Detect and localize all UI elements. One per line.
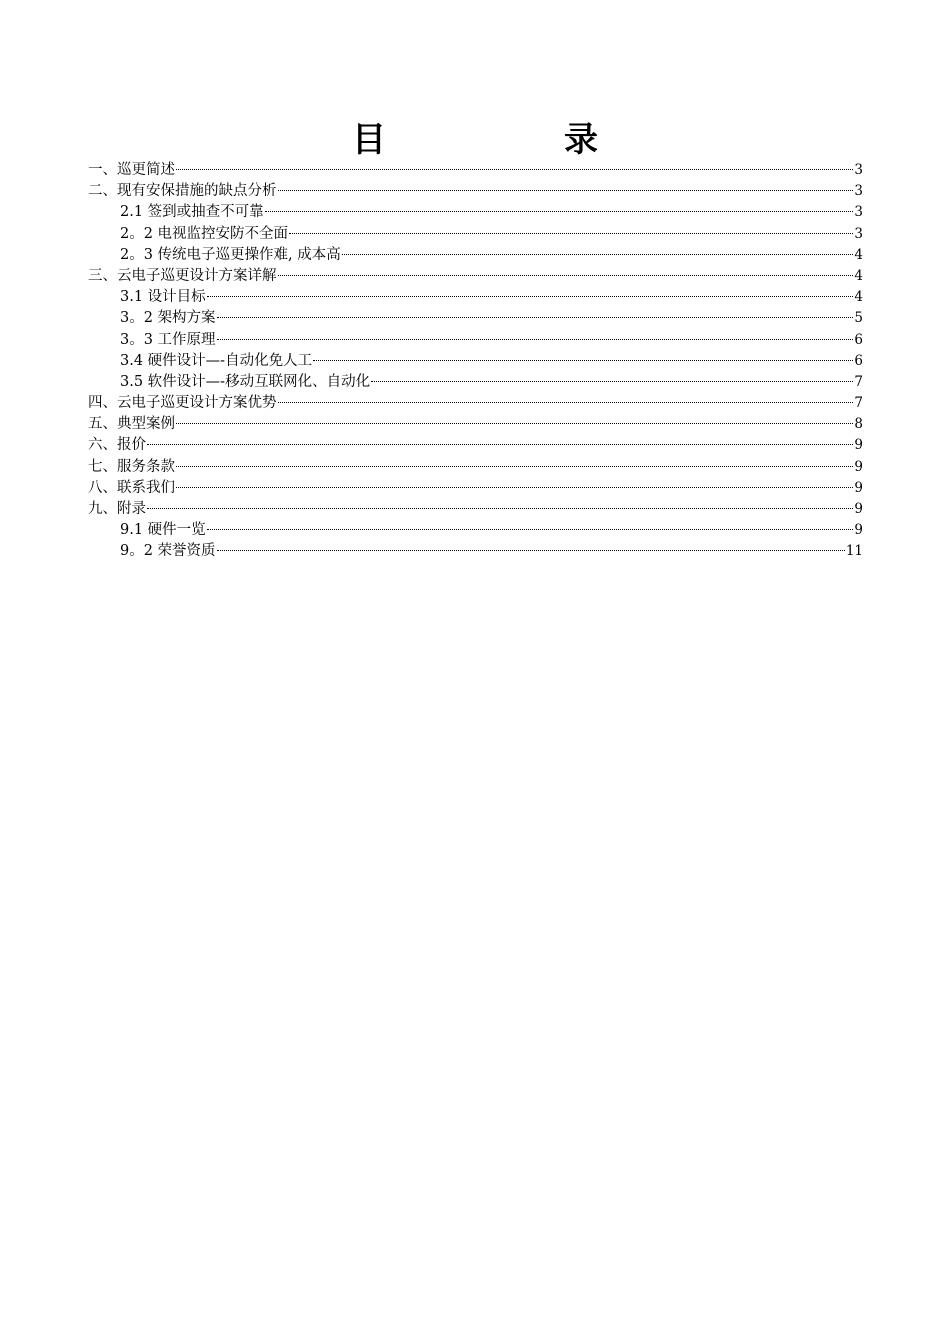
toc-dot-leader	[217, 317, 854, 318]
toc-page-number: 7	[854, 395, 863, 412]
toc-entry-title: 六、报价	[88, 437, 146, 454]
toc-entry-title: 3.1 设计目标	[120, 289, 206, 306]
toc-entry[interactable]	[88, 457, 863, 478]
toc-page-number: 3	[854, 162, 863, 178]
toc-entry-title: 3。3 工作原理	[120, 331, 216, 348]
toc-entry-title: 9.1 硬件一览	[120, 522, 206, 539]
toc-page-number: 11	[845, 543, 863, 560]
toc-entry[interactable]	[88, 202, 863, 223]
toc-entry[interactable]	[88, 351, 863, 372]
toc-page-number: 8	[854, 416, 863, 433]
toc-entry[interactable]	[88, 224, 863, 245]
toc-dot-leader	[289, 233, 853, 234]
toc-dot-leader	[371, 381, 853, 382]
toc-page-number: 9	[854, 522, 863, 539]
toc-entry-title: 3。2 架构方案	[120, 310, 216, 327]
toc-page-number: 4	[854, 267, 863, 284]
toc-entry-title: 一、巡更简述	[88, 162, 175, 178]
toc-page-number: 9	[854, 501, 863, 517]
toc-page-number: 3	[854, 204, 863, 221]
toc-dot-leader	[313, 360, 853, 361]
toc-entry[interactable]	[88, 160, 863, 181]
toc-page-number: 9	[854, 458, 863, 475]
toc-dot-leader	[176, 466, 853, 467]
toc-entry[interactable]	[88, 266, 863, 287]
toc-entry-title: 3.5 软件设计—-移动互联网化、自动化	[120, 373, 371, 390]
toc-dot-leader	[278, 275, 854, 276]
toc-title: 目 录	[352, 120, 670, 160]
toc-entry-title: 9。2 荣誉资质	[120, 543, 216, 560]
toc-entry[interactable]	[88, 435, 863, 456]
toc-entry-title: 七、服务条款	[88, 458, 175, 475]
toc-dot-leader	[342, 254, 854, 255]
toc-entry-title: 2。2 电视监控安防不全面	[120, 225, 289, 242]
toc-page-number: 6	[854, 331, 863, 348]
toc-page-number: 4	[854, 289, 863, 306]
toc-entry[interactable]	[88, 181, 863, 202]
toc-entry-title: 3.4 硬件设计—-自动化免人工	[120, 352, 313, 369]
toc-dot-leader	[278, 402, 854, 403]
toc-dot-leader	[217, 339, 854, 340]
toc-dot-leader	[278, 190, 854, 191]
toc-entry[interactable]	[88, 499, 863, 520]
toc-entry[interactable]	[88, 478, 863, 499]
toc-dot-leader	[176, 423, 853, 424]
toc-entry[interactable]	[88, 287, 863, 308]
toc-entry[interactable]	[88, 308, 863, 329]
toc-entry-title: 2.1 签到或抽查不可靠	[120, 204, 264, 221]
toc-entry-title: 2。3 传统电子巡更操作难, 成本高	[120, 246, 341, 263]
toc-entry-title: 四、云电子巡更设计方案优势	[88, 395, 277, 412]
toc-page-number: 6	[854, 352, 863, 369]
toc-entry-title: 二、现有安保措施的缺点分析	[88, 183, 277, 200]
toc-entry[interactable]	[88, 414, 863, 435]
toc-page-number: 5	[854, 310, 863, 327]
toc-dot-leader	[207, 529, 854, 530]
table-of-contents	[88, 160, 863, 563]
toc-dot-leader	[265, 211, 854, 212]
toc-page-number: 7	[854, 373, 863, 390]
toc-dot-leader	[217, 550, 845, 551]
toc-entry-title: 三、云电子巡更设计方案详解	[88, 267, 277, 284]
toc-dot-leader	[176, 169, 853, 170]
toc-page-number: 4	[854, 246, 863, 263]
toc-entry-title: 五、典型案例	[88, 416, 175, 433]
toc-dot-leader	[176, 487, 853, 488]
toc-dot-leader	[147, 444, 853, 445]
toc-entry[interactable]	[88, 393, 863, 414]
toc-entry[interactable]	[88, 372, 863, 393]
toc-page-number: 3	[854, 225, 863, 242]
toc-dot-leader	[207, 296, 854, 297]
toc-entry-title: 八、联系我们	[88, 479, 175, 496]
toc-entry[interactable]	[88, 541, 863, 562]
toc-entry[interactable]	[88, 330, 863, 351]
toc-entry-title: 九、附录	[88, 501, 146, 517]
toc-dot-leader	[147, 508, 853, 509]
toc-page-number: 3	[854, 183, 863, 200]
toc-page-number: 9	[854, 479, 863, 496]
toc-page-number: 9	[854, 437, 863, 454]
toc-entry[interactable]	[88, 520, 863, 541]
toc-entry[interactable]	[88, 245, 863, 266]
